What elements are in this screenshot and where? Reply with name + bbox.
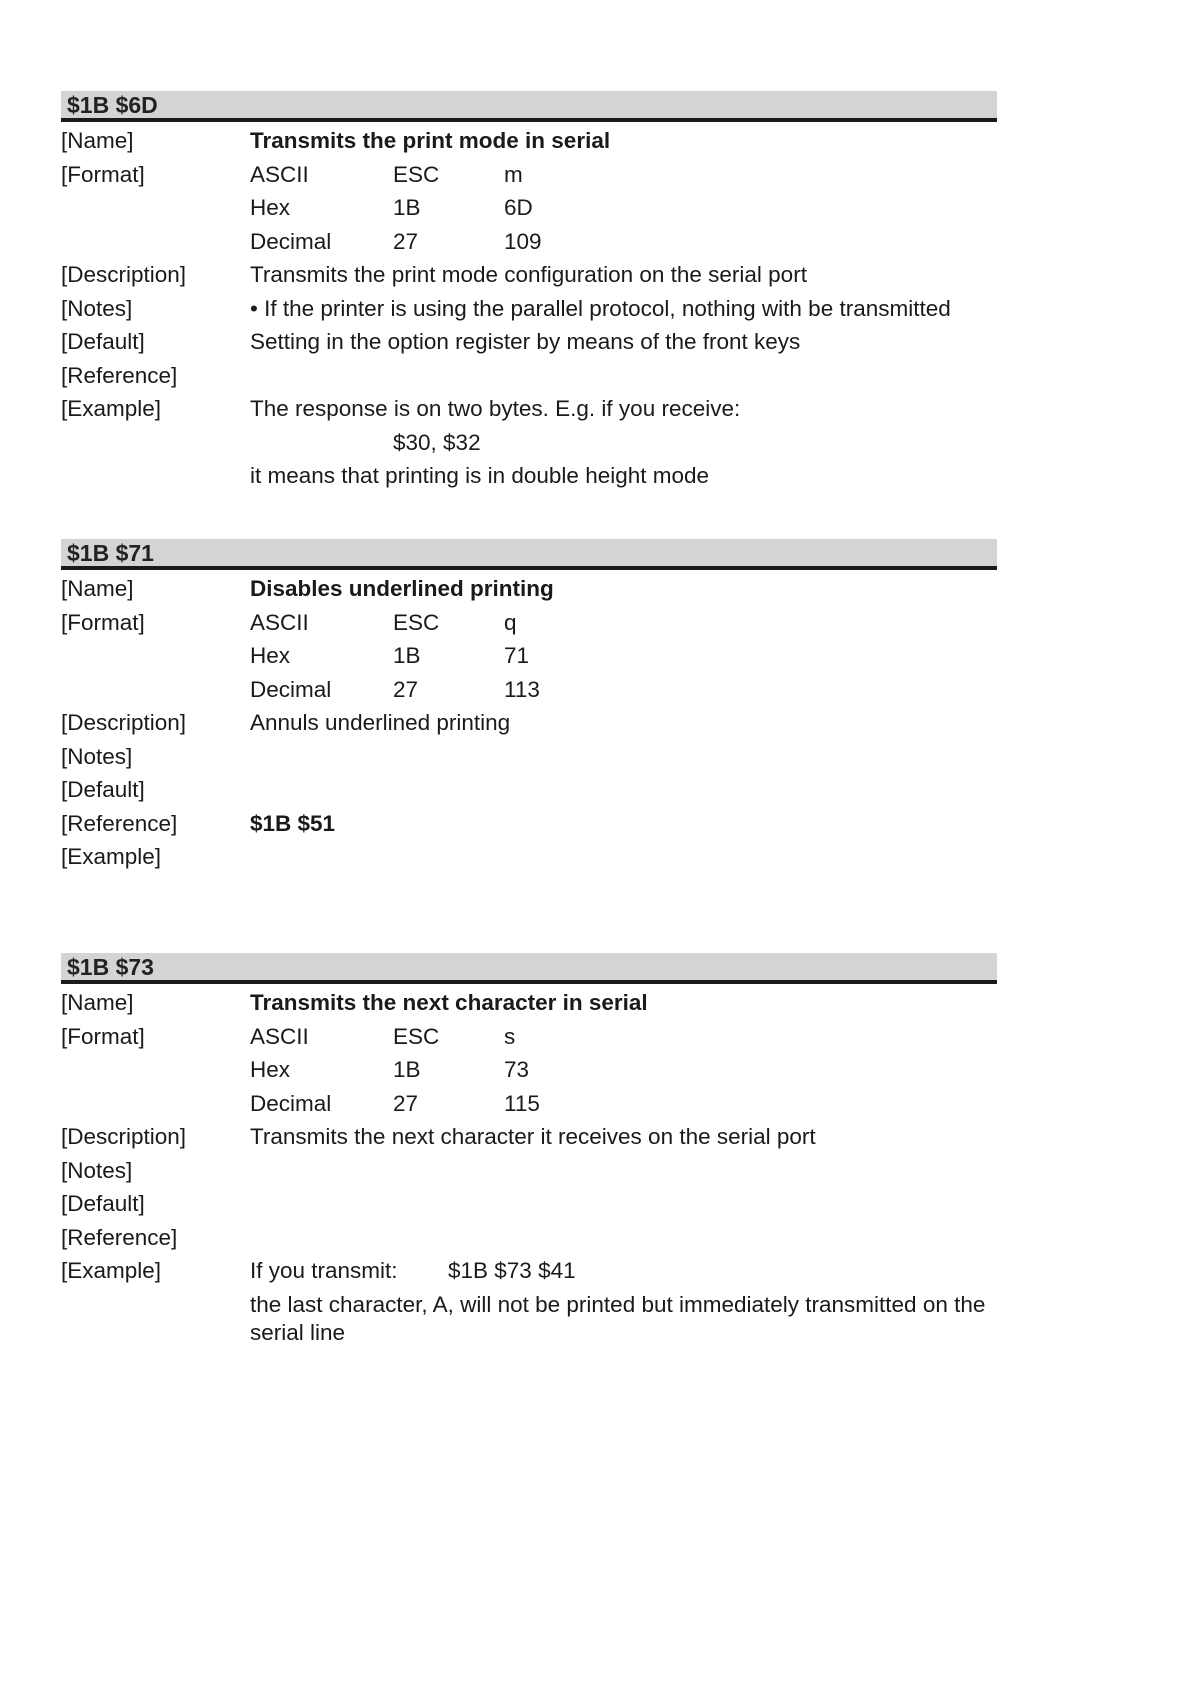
default-label: [Default] <box>61 1191 145 1216</box>
example-label: [Example] <box>61 396 162 421</box>
format-hex-row <box>61 639 997 673</box>
decimal-value-1: 27 <box>393 1090 419 1116</box>
format-ascii-row <box>61 606 997 640</box>
format-hex-row <box>61 1053 997 1087</box>
decimal-value-1: 27 <box>393 228 419 254</box>
command-name: Disables underlined printing <box>250 576 554 601</box>
description-text: Transmits the next character it receives on the serial port <box>250 1124 816 1149</box>
ascii-char: m <box>504 161 523 187</box>
name-row <box>61 986 997 1020</box>
default-label: [Default] <box>61 777 145 802</box>
example-row <box>61 840 997 874</box>
ascii-esc: ESC <box>393 1023 440 1049</box>
format-decimal-row <box>61 1087 997 1121</box>
default-row <box>61 773 997 807</box>
reference-label: [Reference] <box>61 362 178 388</box>
section-header: $1B $73 <box>61 953 997 984</box>
reference-row <box>61 1221 997 1255</box>
decimal-label: Decimal <box>250 676 332 702</box>
hex-label: Hex <box>250 195 291 220</box>
example-code: $1B $73 $41 <box>448 1258 576 1283</box>
format-label: [Format] <box>61 609 145 635</box>
notes-row <box>61 292 997 326</box>
example-text-3: it means that printing is in double height mode <box>250 463 710 488</box>
hex-value-1: 1B <box>393 1057 421 1082</box>
hex-label: Hex <box>250 643 291 668</box>
example-row <box>61 392 997 426</box>
decimal-label: Decimal <box>250 228 332 254</box>
command-section-1b-73 <box>61 953 997 1347</box>
example-row-2 <box>61 426 997 460</box>
hex-value-2: 73 <box>504 1057 530 1082</box>
example-prefix: If you transmit: <box>250 1258 398 1283</box>
description-text: Transmits the print mode configuration on the serial port <box>250 262 807 287</box>
format-ascii-row <box>61 158 997 192</box>
description-row <box>61 706 997 740</box>
example-bytes: $30, $32 <box>393 429 481 455</box>
name-label: [Name] <box>61 576 134 601</box>
description-text: Annuls underlined printing <box>250 710 511 735</box>
notes-text: • If the printer is using the parallel protocol, nothing with be transmitted <box>250 295 951 321</box>
reference-row <box>61 807 997 841</box>
section-header: $1B $6D <box>61 91 997 122</box>
example-label: [Example] <box>61 844 162 869</box>
notes-label: [Notes] <box>61 295 133 321</box>
command-name: Transmits the next character in serial <box>250 990 648 1015</box>
format-decimal-row <box>61 673 997 707</box>
ascii-esc: ESC <box>393 161 440 187</box>
decimal-value-2: 115 <box>504 1090 540 1116</box>
default-text: Setting in the option register by means of the front keys <box>250 329 801 354</box>
ascii-char: s <box>504 1023 516 1049</box>
format-hex-row <box>61 191 997 225</box>
command-section-1b-6d <box>61 91 997 493</box>
hex-value-1: 1B <box>393 643 421 668</box>
description-label: [Description] <box>61 1124 187 1149</box>
description-label: [Description] <box>61 262 187 287</box>
format-decimal-row <box>61 225 997 259</box>
name-row <box>61 572 997 606</box>
name-row <box>61 124 997 158</box>
description-row <box>61 1120 997 1154</box>
notes-label: [Notes] <box>61 1157 133 1183</box>
format-label: [Format] <box>61 161 145 187</box>
ascii-label: ASCII <box>250 161 309 187</box>
reference-row <box>61 359 997 393</box>
description-row <box>61 258 997 292</box>
hex-value-1: 1B <box>393 195 421 220</box>
notes-row <box>61 1154 997 1188</box>
decimal-value-2: 113 <box>504 676 540 702</box>
example-row <box>61 1254 997 1288</box>
ascii-char: q <box>504 609 517 635</box>
ascii-label: ASCII <box>250 609 309 635</box>
format-label: [Format] <box>61 1023 145 1049</box>
reference-code: $1B $51 <box>250 810 336 836</box>
example-label: [Example] <box>61 1258 162 1283</box>
example-text-1: The response is on two bytes. E.g. if you receive: <box>250 396 741 421</box>
example-row-2 <box>61 1288 997 1347</box>
reference-label: [Reference] <box>61 1224 178 1250</box>
hex-value-2: 71 <box>504 643 530 668</box>
example-explanation: the last character, A, will not be printed but immediately transmitted on the serial line <box>250 1291 986 1345</box>
default-row <box>61 1187 997 1221</box>
reference-label: [Reference] <box>61 810 178 836</box>
command-section-1b-71 <box>61 539 997 874</box>
format-ascii-row <box>61 1020 997 1054</box>
section-header: $1B $71 <box>61 539 997 570</box>
example-row-3 <box>61 459 997 493</box>
decimal-label: Decimal <box>250 1090 332 1116</box>
description-label: [Description] <box>61 710 187 735</box>
notes-row <box>61 740 997 774</box>
default-label: [Default] <box>61 329 145 354</box>
notes-label: [Notes] <box>61 743 133 769</box>
name-label: [Name] <box>61 128 134 153</box>
ascii-esc: ESC <box>393 609 440 635</box>
decimal-value-2: 109 <box>504 228 542 254</box>
name-label: [Name] <box>61 990 134 1015</box>
hex-label: Hex <box>250 1057 291 1082</box>
decimal-value-1: 27 <box>393 676 419 702</box>
ascii-label: ASCII <box>250 1023 309 1049</box>
command-name: Transmits the print mode in serial <box>250 128 611 153</box>
default-row <box>61 325 997 359</box>
hex-value-2: 6D <box>504 195 533 220</box>
